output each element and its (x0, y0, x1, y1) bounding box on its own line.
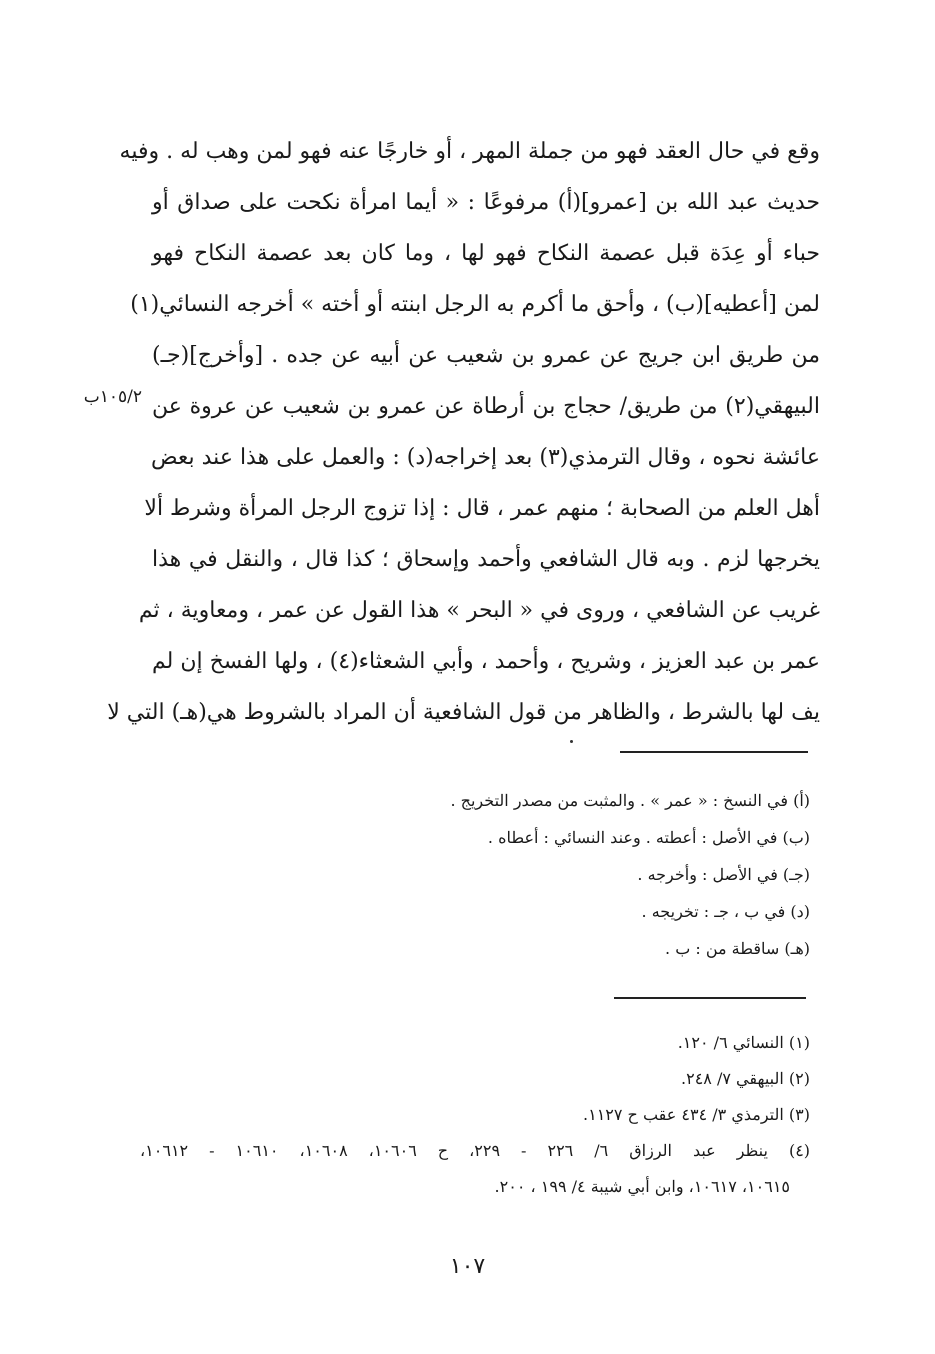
references-divider (614, 997, 806, 999)
variant-notes-divider (620, 751, 808, 753)
variant-note: (ب) في الأصل : أعطته . وعند النسائي : أعطاه . (487, 828, 810, 847)
reference-footnote: (٣) الترمذي ٣/ ٤٣٤ عقب ح ١١٢٧. (583, 1105, 810, 1124)
body-line: من طريق ابن جريج عن عمرو بن شعيب عن أبيه عن جده . [وأخرج](جـ) (152, 343, 820, 368)
body-line: حباء أو عِدَة قبل عصمة النكاح فهو لها ، وما كان بعد عصمة النكاح فهو (152, 241, 820, 266)
body-line: وقع في حال العقد فهو من جملة المهر ، أو خارجًا عنه فهو لمن وهب له . وفيه (119, 139, 820, 164)
body-line: البيهقي(٢) من طريق/ حجاج بن أرطاة عن عمرو بن شعيب عن عروة عن (152, 394, 820, 419)
body-line: يخرجها لزم . وبه قال الشافعي وأحمد وإسحاق ؛ كذا قال ، والنقل في هذا (152, 547, 820, 572)
body-line: عائشة نحوه ، وقال الترمذي(٣) بعد إخراجه(د) : والعمل على هذا عند بعض (150, 445, 820, 470)
variant-note: (أ) في النسخ : « عمر » . والمثبت من مصدر التخريج . (450, 791, 810, 810)
variant-notes (300, 782, 810, 967)
body-line: غريب عن الشافعي ، وروى في « البحر » هذا القول عن عمر ، ومعاوية ، ثم (138, 598, 820, 623)
reference-footnote: (٤) ينظر عبد الرزاق ٦/ ٢٢٦ - ٢٢٩، ح ١٠٦٠٦، ١٠٦٠٨، ١٠٦١٠ - ١٠٦١٢، (140, 1141, 811, 1160)
variant-note: (هـ) ساقطة من : ب . (665, 939, 810, 958)
reference-footnote-continuation: ١٠٦١٥، ١٠٦١٧، وابن أبي شيبة ٤/ ١٩٩ ، ٢٠٠. (494, 1177, 790, 1196)
reference-footnote: (١) النسائي ٦/ ١٢٠. (677, 1033, 810, 1052)
manuscript-folio-marker: ١٠٥/٢ب (83, 387, 142, 407)
reference-footnotes (140, 1025, 810, 1205)
stray-mark (570, 740, 573, 743)
body-line: يف لها بالشرط ، والظاهر من قول الشافعية أن المراد بالشروط هي(هـ) التي لا (107, 700, 820, 725)
page-number: ١٠٧ (449, 1254, 486, 1279)
body-line: حديث عبد الله بن [عمرو](أ) مرفوعًا : « أيما امرأة نكحت على صداق أو (152, 190, 820, 215)
reference-footnote: (٢) البيهقي ٧/ ٢٤٨. (681, 1069, 810, 1088)
body-line: لمن [أعطيه](ب) ، وأحق ما أكرم به الرجل ابنته أو أخته » أخرجه النسائي(١) (130, 292, 820, 317)
variant-note: (د) في ب ، جـ : تخريجه . (641, 902, 810, 921)
body-line: أهل العلم من الصحابة ؛ منهم عمر ، قال : إذا تزوج الرجل المرأة وشرط ألا (144, 496, 820, 521)
variant-note: (جـ) في الأصل : وأخرجه . (637, 865, 810, 884)
body-line: عمر بن عبد العزيز ، وشريح ، وأحمد ، وأبي الشعثاء(٤) ، ولها الفسخ إن لم (152, 649, 820, 674)
